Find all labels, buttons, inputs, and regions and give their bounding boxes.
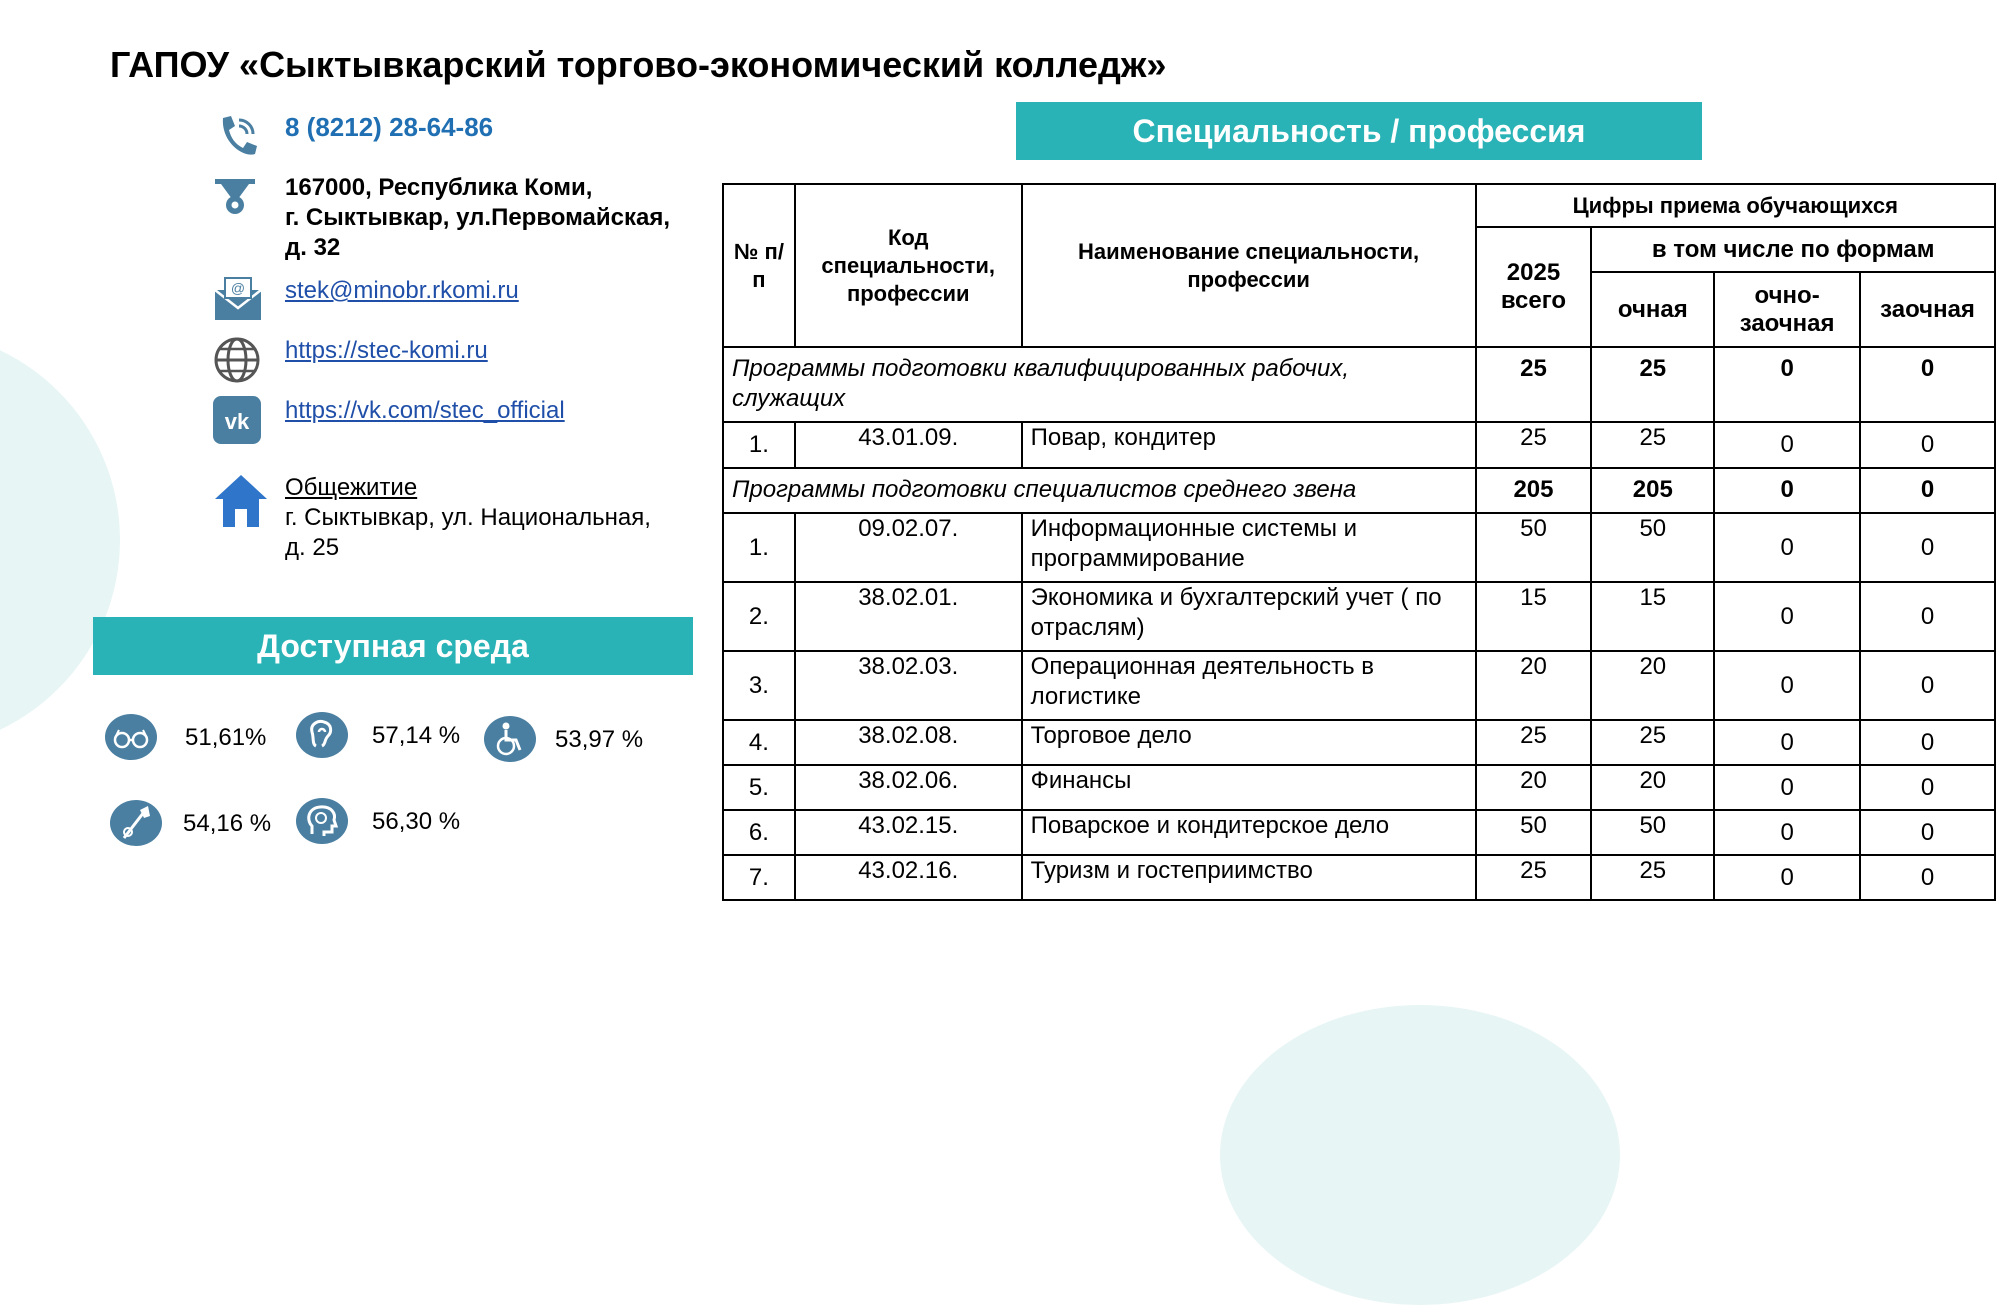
group-total: 205 [1476, 468, 1592, 513]
dormitory-label: Общежитие [285, 474, 418, 501]
table-row [723, 720, 1995, 765]
row-name: Экономика и бухгалтерский учет ( по отраслям) [1022, 582, 1476, 651]
group-part-time: 0 [1714, 347, 1860, 422]
row-code: 43.02.16. [795, 855, 1022, 900]
address-line-2: г. Сыктывкар, ул.Первомайская, [285, 204, 671, 231]
group-full-time: 205 [1591, 468, 1714, 513]
row-number: 6. [723, 810, 795, 855]
admission-table [722, 183, 1996, 901]
row-part-time: 0 [1714, 422, 1860, 468]
row-total: 20 [1476, 651, 1592, 720]
row-total: 15 [1476, 582, 1592, 651]
row-code: 43.01.09. [795, 422, 1022, 468]
dormitory-address-line-2: д. 25 [285, 534, 340, 561]
glasses-icon [105, 714, 157, 760]
table-row [723, 582, 1995, 651]
house-icon [213, 473, 269, 529]
row-name: Операционная деятельность в логистике [1022, 651, 1476, 720]
accessibility-value: 56,30 % [372, 808, 461, 835]
group-full-time: 25 [1591, 347, 1714, 422]
globe-icon [213, 336, 269, 392]
row-part-time: 0 [1714, 582, 1860, 651]
row-distance: 0 [1860, 513, 1995, 582]
row-total: 25 [1476, 422, 1592, 468]
vk-icon [213, 396, 269, 452]
group-part-time: 0 [1714, 468, 1860, 513]
group-row [723, 347, 1995, 422]
group-distance: 0 [1860, 347, 1995, 422]
accessibility-value: 57,14 % [372, 722, 461, 749]
row-total: 50 [1476, 513, 1592, 582]
background-circle-bottom [1220, 1005, 1620, 1305]
header-part-time: очно-заочная [1714, 272, 1860, 347]
row-distance: 0 [1860, 855, 1995, 900]
row-total: 25 [1476, 720, 1592, 765]
row-name: Туризм и гостеприимство [1022, 855, 1476, 900]
table-row [723, 765, 1995, 810]
accessibility-value: 51,61% [185, 724, 267, 751]
address-text [285, 173, 670, 263]
location-pin-icon [213, 173, 269, 229]
group-name: Программы подготовки квалифицированных рабочих, служащих [723, 347, 1476, 422]
row-distance: 0 [1860, 720, 1995, 765]
ear-icon [296, 712, 348, 758]
dormitory-text [285, 473, 651, 563]
table-row [723, 855, 1995, 900]
page-title: ГАПОУ «Сыктывкарский торгово-экономический колледж» [110, 44, 1167, 85]
group-name: Программы подготовки специалистов среднего звена [723, 468, 1476, 513]
address-line-3: д. 32 [285, 234, 341, 261]
table-row [723, 513, 1995, 582]
svg-text:@: @ [230, 280, 246, 296]
row-part-time: 0 [1714, 855, 1860, 900]
table-row [723, 422, 1995, 468]
svg-text:vk: vk [224, 409, 250, 434]
wheelchair-icon [484, 716, 536, 762]
email-link[interactable]: stek@minobr.rkomi.ru [285, 277, 519, 304]
row-name: Поварское и кондитерское дело [1022, 810, 1476, 855]
header-distance: заочная [1860, 272, 1995, 347]
row-full-time: 15 [1591, 582, 1714, 651]
header-forms: в том числе по формам [1591, 227, 1995, 272]
accessibility-value: 54,16 % [183, 810, 272, 837]
row-number: 2. [723, 582, 795, 651]
dormitory-address-line-1: г. Сыктывкар, ул. Национальная, [285, 504, 651, 531]
row-number: 3. [723, 651, 795, 720]
phone-icon [213, 112, 269, 168]
row-full-time: 20 [1591, 765, 1714, 810]
row-total: 50 [1476, 810, 1592, 855]
row-number: 1. [723, 513, 795, 582]
row-total: 25 [1476, 855, 1592, 900]
row-number: 7. [723, 855, 795, 900]
row-part-time: 0 [1714, 651, 1860, 720]
row-name: Торговое дело [1022, 720, 1476, 765]
row-distance: 0 [1860, 422, 1995, 468]
row-full-time: 25 [1591, 422, 1714, 468]
row-name: Финансы [1022, 765, 1476, 810]
row-distance: 0 [1860, 582, 1995, 651]
row-part-time: 0 [1714, 765, 1860, 810]
row-full-time: 50 [1591, 810, 1714, 855]
row-code: 38.02.03. [795, 651, 1022, 720]
header-number: № п/п [723, 184, 795, 347]
background-circle-left [0, 330, 120, 750]
row-code: 38.02.08. [795, 720, 1022, 765]
row-number: 1. [723, 422, 795, 468]
head-brain-icon [296, 798, 348, 844]
row-part-time: 0 [1714, 513, 1860, 582]
row-full-time: 25 [1591, 855, 1714, 900]
row-full-time: 20 [1591, 651, 1714, 720]
row-name: Повар, кондитер [1022, 422, 1476, 468]
table-row [723, 810, 1995, 855]
row-name: Информационные системы и программирование [1022, 513, 1476, 582]
address-line-1: 167000, Республика Коми, [285, 174, 593, 201]
row-number: 4. [723, 720, 795, 765]
vk-link[interactable]: https://vk.com/stec_official [285, 397, 565, 424]
row-part-time: 0 [1714, 810, 1860, 855]
row-full-time: 50 [1591, 513, 1714, 582]
header-name: Наименование специальности, профессии [1022, 184, 1476, 347]
cane-icon [110, 800, 162, 846]
row-distance: 0 [1860, 765, 1995, 810]
row-distance: 0 [1860, 651, 1995, 720]
group-total: 25 [1476, 347, 1592, 422]
row-total: 20 [1476, 765, 1592, 810]
row-part-time: 0 [1714, 720, 1860, 765]
header-total: 2025 всего [1476, 227, 1592, 347]
row-distance: 0 [1860, 810, 1995, 855]
header-code: Код специальности, профессии [795, 184, 1022, 347]
row-code: 38.02.01. [795, 582, 1022, 651]
group-row [723, 468, 1995, 513]
group-distance: 0 [1860, 468, 1995, 513]
website-link[interactable]: https://stec-komi.ru [285, 337, 488, 364]
email-icon [213, 276, 269, 332]
phone-number[interactable]: 8 (8212) 28-64-86 [285, 112, 494, 142]
header-admission: Цифры приема обучающихся [1476, 184, 1995, 227]
specialty-banner: Специальность / профессия [1016, 102, 1702, 160]
row-code: 43.02.15. [795, 810, 1022, 855]
row-full-time: 25 [1591, 720, 1714, 765]
row-number: 5. [723, 765, 795, 810]
accessibility-value: 53,97 % [555, 726, 644, 753]
row-code: 09.02.07. [795, 513, 1022, 582]
row-code: 38.02.06. [795, 765, 1022, 810]
header-full-time: очная [1591, 272, 1714, 347]
accessibility-banner: Доступная среда [93, 617, 693, 675]
table-row [723, 651, 1995, 720]
